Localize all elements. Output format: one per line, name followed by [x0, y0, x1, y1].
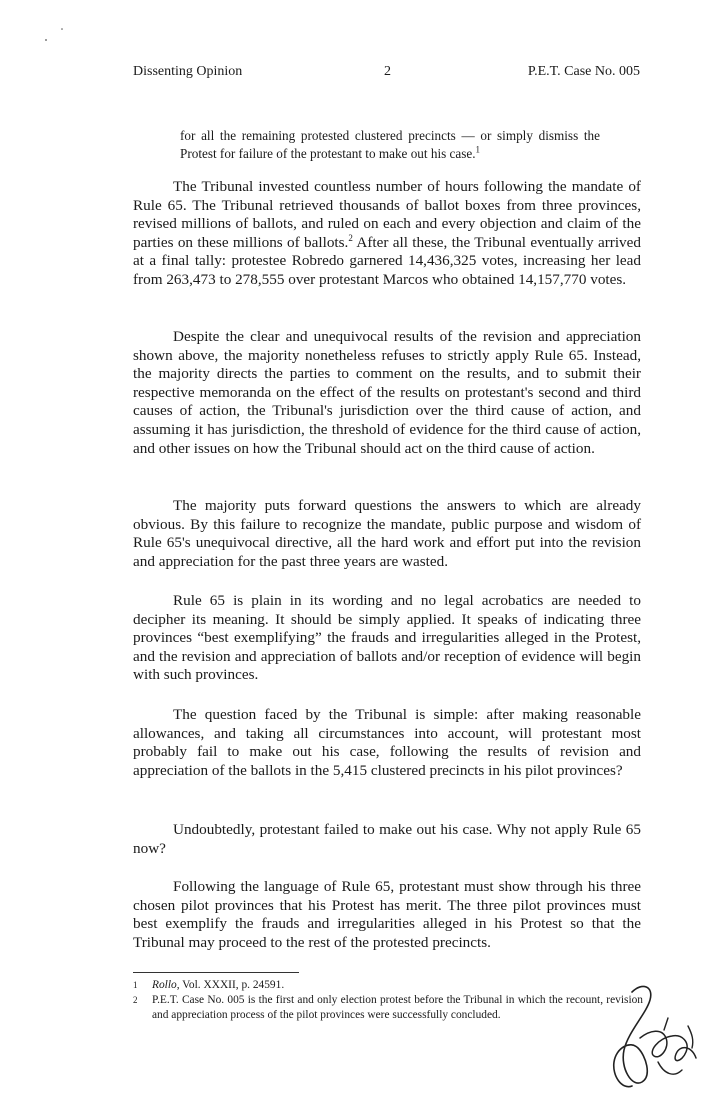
footnote-number: 1 — [133, 980, 138, 990]
paragraph-text: The majority puts forward questions the answers to which are already obvious. By this failure to recognize the mandate, public purpose and wisdom of Rule 65's unequivocal directive, all the hard work and effort put into the revision and appreciation for the past three years are wasted. — [133, 497, 641, 570]
footnote-divider — [133, 972, 299, 973]
paragraph-text: Following the language of Rule 65, protestant must show through his three chosen pilot provinces that his Protest has merit. The three pilot provinces must best exemplify the frauds and irregularities alleged in his Protest so that the Tribunal may proceed to the rest of the protested precincts. — [133, 878, 641, 951]
quoted-text — [180, 127, 600, 163]
paragraph-1 — [133, 178, 641, 290]
footnote-number: 2 — [133, 995, 138, 1005]
page-number: 2 — [384, 64, 391, 79]
paragraph-text: The Tribunal invested countless number of hours following the mandate of Rule 65. The Tribunal retrieved thousands of ballot boxes from three provinces, revised millions of ballots, and ruled on each and every objection and claim of the parties on these millions of ballots. — [133, 178, 641, 251]
paragraph-text: Rule 65 is plain in its wording and no legal acrobatics are needed to decipher its meaning. It should be simply applied. It speaks of indicating three provinces “best exemplifying” the frauds and irregularities alleged in the Protest, and the revision and appreciation of ballots and/or reception of evidence will begin with such provinces. — [133, 592, 641, 684]
paragraph-text: The question faced by the Tribunal is simple: after making reasonable allowances, and taking all circumstances into account, will protestant most probably fail to make out his case, following the results of revision and appreciation of the ballots in the 5,415 clustered precincts in his pilot provinces? — [133, 706, 641, 779]
header-title: Dissenting Opinion — [133, 64, 243, 79]
paragraph-text: Despite the clear and unequivocal results of the revision and appreciation shown above, the majority nonetheless refuses to strictly apply Rule 65. Instead, the majority directs the parties to comment on the results, and to submit their respective memoranda on the effect of the results on protestant's second and third causes of action, the Tribunal's jurisdiction over the third cause of action, and assuming it has jurisdiction, the threshold of evidence for the third cause of action, and other issues on how the Tribunal should act on the third cause of action. — [133, 328, 641, 457]
footnotes — [133, 978, 643, 1023]
footnote-source: Rollo — [152, 979, 177, 991]
footnote-2 — [133, 993, 643, 1023]
paragraph-3 — [133, 497, 641, 571]
case-number: P.E.T. Case No. 005 — [527, 64, 640, 79]
footnote-text: , Vol. XXXII, p. 24591. — [176, 979, 285, 991]
footnote-ref: 1 — [475, 144, 481, 155]
footnote-text: P.E.T. Case No. 005 is the first and only election protest before the Tribunal in which the recount, revision and appreciation process of the pilot provinces were successfully concluded. — [152, 994, 643, 1021]
paragraph-4 — [133, 592, 641, 685]
paragraph-7 — [133, 878, 641, 952]
handwritten-signature — [602, 978, 700, 1096]
scan-marks — [40, 25, 70, 45]
paragraph-6 — [133, 821, 641, 858]
page-header — [133, 64, 640, 84]
footnote-ref: 2 — [348, 232, 353, 243]
footnote-1 — [133, 978, 643, 993]
paragraph-5 — [133, 706, 641, 780]
paragraph-text: Undoubtedly, protestant failed to make out his case. Why not apply Rule 65 now? — [133, 821, 641, 857]
paragraph-text: After all these, the Tribunal eventually arrived at a final tally: protestee Robredo garnered 14,436,325 votes, increasing her lead from 263,473 to 278,555 over protestant Marcos who obtained 14,157,770 votes. — [133, 233, 641, 288]
paragraph-2 — [133, 328, 641, 458]
quoted-text-body: for all the remaining protested clustered precincts — or simply dismiss the Protest for failure of the protestant to make out his case. — [180, 128, 600, 161]
